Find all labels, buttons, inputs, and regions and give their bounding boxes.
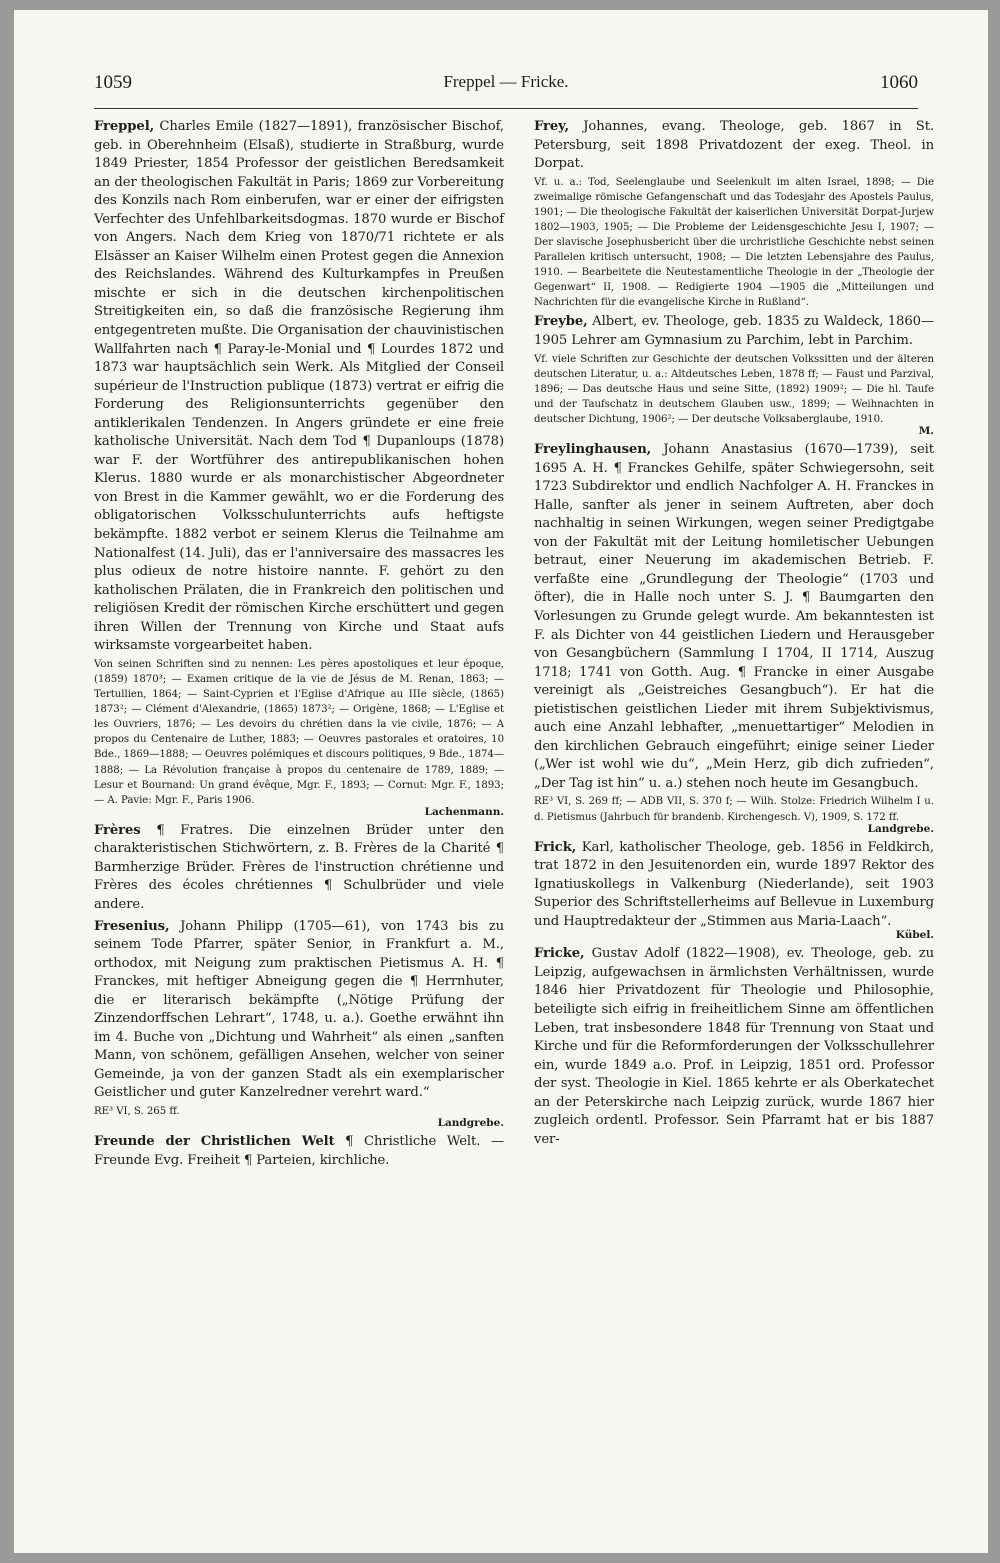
entry-term: Frères (94, 822, 141, 838)
entry-author: Landgrebe. (437, 1117, 504, 1130)
entry-freppel (94, 118, 504, 819)
entry-body (534, 313, 934, 350)
entry-text: Johannes, evang. Theologe, geb. 1867 in St. Petersburg, seit 1898 Privatdozent der exeg. Theol. in Dorpat. (534, 119, 934, 172)
entry-term: Freybe, (534, 314, 588, 330)
entry-body (94, 1133, 504, 1170)
entry-body (94, 822, 504, 915)
entry-body (534, 118, 934, 174)
dictionary-page (14, 10, 988, 1553)
entry-body (94, 118, 504, 656)
running-title: Freppel — Fricke. (443, 72, 569, 91)
entry-fresenius (94, 918, 504, 1131)
entry-text: Charles Emile (1827—1891), französischer Bischof, geb. in Oberehnheim (Elsaß), studierte in Straßburg, wurde 1849 Priester, 1854 Professor der geistlichen Beredsamkeit an der theologischen Fakultät in Paris; 1869 zur Vorbereitung des Konzils nach Rom einberufen, war er einer der eifrigsten Verfechter des Unfehlbarkeitsdogmas. 1870 wurde er Bischof von Angers. Nach dem Krieg von 1870/71 richtete er als Elsässer an Kaiser Wilhelm einen Protest gegen die Annexion des Reichslandes. Während des Kulturkampfes in Preußen mischte er sich in die deutschen kirchenpolitischen Streitigkeiten ein, so daß die französische Regierung ihm entgegentreten mußte. Die Organisation der chauvinistischen Wallfahrten nach ¶ Paray-le-Monial und ¶ Lourdes 1872 und 1873 war hauptsächlich sein Werk. Als Mitglied der Conseil supérieur de l'Instruction publique (1873) vertrat er eifrig die Forderung des Religionsunterrichts gegenüber den antiklerikalen Tendenzen. In Angers gründete er eine freie katholische Universität. Nach dem Tod ¶ Dupanloups (1878) war F. der Wortführer des antirepublikanischen hohen Klerus. 1880 wurde er als monarchistischer Abgeordneter von Brest in die Kammer gewählt, wo er die Forderung des obligatorischen Volksschulunterrichts aufs heftigste bekämpfte. 1882 verbot er seinem Klerus die Teilnahme am Nationalfest (14. Juli), das er l'anniversaire des massacres les plus odieux de notre histoire nannte. F. gehört zu den katholischen Prälaten, die in Frankreich den politischen und religiösen Kredit der römischen Kirche erschüttert und gegen ihren Willen der Trennung von Kirche und Staat aufs wirksamste vorgearbeitet haben. (94, 119, 504, 654)
entry-term: Freylinghausen, (534, 442, 652, 458)
entry-text: Albert, ev. Theologe, geb. 1835 zu Waldeck, 1860—1905 Lehrer am Gymnasium zu Parchim, lebt in Parchim. (534, 314, 934, 349)
entry-bibliography: RE³ VI, S. 269 ff; — ADB VII, S. 370 f; — Wilh. Stolze: Friedrich Wilhelm I u. d. Pietismus (Jahrbuch für brandenb. Kirchengesch. V), 1909, S. 172 ff. (534, 796, 934, 823)
right-column (534, 118, 934, 1152)
header-rule (94, 108, 918, 109)
page-number-right: 1060 (880, 72, 918, 93)
entry-term: Freunde der Christlichen Welt (94, 1134, 335, 1150)
entry-term: Fricke, (534, 946, 585, 962)
entry-bibliography: Vf. viele Schriften zur Geschichte der deutschen Volkssitten und der älteren deutschen Literatur, u. a.: Altdeutsches Leben, 1878 ff; — Faust und Parzival, 1896; — Das deutsche Haus und seine Sitte, (1892) 1909²; — Die hl. Taufe und der Taufschatz in deutschem Glauben usw., 1899; — Weihnachten in deutscher Dichtung, 1906²; — Der deutsche Volksaberglaube, 1910. (534, 353, 934, 425)
entry-body (534, 441, 934, 793)
entry-term: Frick, (534, 839, 577, 855)
entry-text: Gustav Adolf (1822—1908), ev. Theologe, geb. zu Leipzig, aufgewachsen in ärmlichsten Verhältnissen, wurde 1846 hier Privatdozent für Theologie und Philosophie, beteiligte sich eifrig in freiheitlichem Sinne am öffentlichen Leben, trat insbesondere 1848 für Trennung von Staat und Kirche und für die Reformforderungen der Volksschullehrer ein, wurde 1849 a.o. Prof. in Leipzig, 1851 ord. Professor der syst. Theologie in Kiel. 1865 kehrte er als Oberkatechet an der Peterskirche nach Leipzig zurück, wurde 1867 hier zugleich ordentl. Professor. Sein Pfarramt hat er bis 1887 ver- (534, 946, 934, 1147)
entry-bibliography: RE³ VI, S. 265 ff. (94, 1106, 180, 1117)
entry-bibliography: Vf. u. a.: Tod, Seelenglaube und Seelenkult im alten Israel, 1898; — Die zweimalige römische Gefangenschaft und das Todesjahr des Apostels Paulus, 1901; — Die theologische Fakultät der kaiserlichen Universität Dorpat-Jurjew 1802—1903, 1905; — Die Probleme der Leidensgeschichte Jesu I, 1907; — Der slavische Josephusbericht über die urchristliche Geschichte nebst seinen Parallelen kritisch untersucht, 1908; — Die letzten Lebensjahre des Paulus, 1910. — Bearbeitete die Neutestamentliche Theologie in der „Theologie der Gegenwart“ II, 1908. — Redigierte 1904 —1905 die „Mitteilungen und Nachrichten für die evangelische Kirche in Rußland“. (534, 176, 934, 309)
entry-freres (94, 822, 504, 915)
entry-bibliography: Von seinen Schriften sind zu nennen: Les pères apostoliques et leur époque, (1859) 1870³; — Examen critique de la vie de Jésus de M. Renan, 1863; — Tertullien, 1864; — Saint-Cyprien et l'Eglise d'Afrique au IIIe siècle, (1865) 1873²; — Clément d'Alexandrie, (1865) 1873²; — Origène, 1868; — L'Eglise et les Ouvriers, 1876; — Les devoirs du chrétien dans la vie civile, 1876; — A propos du Centenaire de Luther, 1883; — Oeuvres pastorales et oratoires, 10 Bde., 1869—1888; — Oeuvres polémiques et discours politiques, 9 Bde., 1874—1888; — La Révolution française à propos du centenaire de 1789, 1889; — Lesur et Bournand: Un grand évêque, Mgr. F., 1893; — Cornut: Mgr. F., 1893; — A. Pavie: Mgr. F., Paris 1906. (94, 658, 504, 806)
entry-body (534, 945, 934, 1149)
entry-author: M. (918, 425, 934, 438)
entry-author: Lachenmann. (424, 805, 504, 818)
page-number-left: 1059 (94, 72, 132, 93)
left-column (94, 118, 504, 1173)
entry-frick (534, 839, 934, 943)
entry-text: Johann Philipp (1705—61), von 1743 bis zu seinem Tode Pfarrer, später Senior, in Frankfurt a. M., orthodox, mit Neigung zum praktischen Pietismus A. H. ¶ Franckes, mit heftiger Abneigung gegen die ¶ Herrnhuter, die er literarisch bekämpfte („Nötige Prüfung der Zinzendorffschen Lehrart“, 1748, u. a.). Goethe erwähnt ihn im 4. Buche von „Dichtung und Wahrheit“ als einen „sanften Mann, von schönem, gefälligen Ansehen, welcher von seiner Gemeinde, ja von der ganzen Stadt als ein exemplarischer Geistlicher und guter Kanzelredner verehrt ward.“ (94, 918, 504, 1101)
entry-frey (534, 118, 934, 310)
entry-term: Fresenius, (94, 918, 170, 934)
entry-freybe (534, 313, 934, 438)
entry-freunde-christlichen-welt (94, 1133, 504, 1170)
entry-term: Frey, (534, 119, 569, 134)
running-header (94, 72, 918, 102)
entry-body (94, 918, 504, 1103)
entry-text: ¶ Fratres. Die einzelnen Brüder unter den charakteristischen Stichwörtern, z. B. Frères de la Charité ¶ Barmherzige Brüder. Frères de l'instruction chrétienne und Frères des écoles chrétiennes ¶ Schulbrüder und viele andere. (94, 822, 504, 912)
entry-author: Kübel. (895, 929, 934, 942)
entry-freylinghausen (534, 441, 934, 836)
entry-text: ¶ Christliche Welt. — Freunde Evg. Freiheit ¶ Parteien, kirchliche. (94, 1134, 504, 1168)
entry-term: Freppel, (94, 119, 155, 134)
entry-fricke (534, 945, 934, 1149)
entry-author: Landgrebe. (867, 822, 934, 835)
entry-text: Johann Anastasius (1670—1739), seit 1695 A. H. ¶ Franckes Gehilfe, später Schwiegersohn, seit 1723 Subdirektor und endlich Nachfolger A. H. Franckes in Halle, sanfter als jener in seinem Auftreten, aber doch nachhaltig in seinen Wirkungen, wegen seiner Predigtgabe von der Fakultät mit der Leitung homiletischer Uebungen betraut, einer Neuerung im akademischen Betrieb. F. verfaßte eine „Grundlegung der Theologie“ (1703 und öfter), die in Halle noch unter S. J. ¶ Baumgarten den Vorlesungen zu Grunde gelegt wurde. Am bekanntesten ist F. als Dichter von 44 geistlichen Liedern und Herausgeber von Gesangbüchern (Sammlung I 1704, II 1714, Auszug 1718; 1741 von Gotth. Aug. ¶ Francke in einer Ausgabe vereinigt als „Geistreiches Gesangbuch“). Er hat die pietistischen geistlichen Lieder mit ihrem Subjektivismus, auch eine Anzahl lebhafter, „menuettartiger“ Melodien in den kirchlichen Gebrauch eingeführt; einige seiner Lieder („Wer ist wohl wie du“, „Mein Herz, gib dich zufrieden“, „Der Tag ist hin“ u. a.) stehen noch heute im Gesangbuch. (534, 442, 934, 791)
entry-body (534, 839, 934, 932)
entry-text: Karl, katholischer Theologe, geb. 1856 in Feldkirch, trat 1872 in den Jesuitenorden ein, wurde 1897 Rektor des Ignatiuskollegs in Valkenburg (Niederlande), seit 1903 Superior des Schriftstellerheims auf Bellevue in Luxemburg und Hauptredakteur der „Stimmen aus Maria-Laach“. (534, 839, 934, 929)
